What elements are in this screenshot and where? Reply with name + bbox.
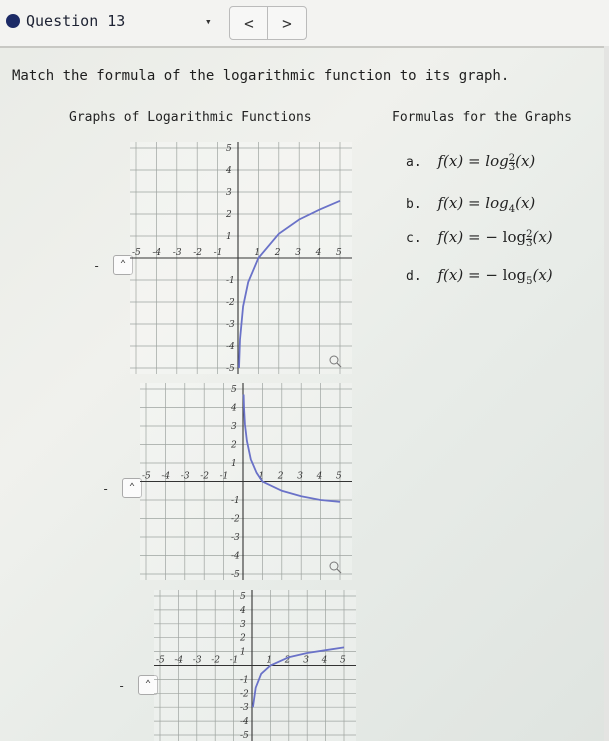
formula-arg: (x)	[532, 266, 553, 284]
y-tick-label: 4	[226, 166, 232, 176]
x-tick-label: 1	[254, 248, 261, 258]
x-tick-label: -1	[213, 248, 223, 258]
x-tick-label: 1	[266, 655, 273, 666]
formula-a	[406, 152, 535, 172]
x-tick-label: 2	[277, 471, 284, 482]
y-tick-label: 3	[231, 422, 237, 432]
x-tick-label: 5	[336, 248, 342, 258]
y-tick-label: -5	[240, 731, 249, 741]
chevron-left-icon: <	[244, 13, 254, 33]
x-tick-label: -3	[192, 655, 202, 666]
select-arrows-icon[interactable]: ⌃	[122, 478, 142, 498]
graph-2	[140, 383, 352, 580]
y-tick-label: 1	[226, 232, 232, 242]
y-tick-label: 5	[231, 385, 237, 395]
y-tick-label: -2	[240, 689, 249, 700]
question-instruction: Match the formula of the logarithmic function to its graph.	[12, 68, 510, 84]
formula-base: 4	[508, 204, 516, 215]
y-tick-label: 5	[240, 592, 246, 602]
y-tick-label: -3	[240, 703, 249, 714]
formula-d	[406, 266, 553, 287]
y-tick-label: -2	[231, 514, 240, 525]
x-tick-label: 5	[340, 655, 346, 666]
y-tick-label: 2	[231, 440, 237, 451]
formula-arg: (x)	[532, 228, 553, 246]
graph-3	[154, 590, 356, 741]
formula-lhs: f(x) = log	[437, 194, 509, 212]
x-tick-label: 2	[284, 655, 291, 666]
y-tick-label: 4	[231, 403, 237, 414]
formula-lhs: f(x) =	[437, 228, 486, 246]
x-tick-label: 4	[321, 655, 328, 666]
select-arrows-icon[interactable]: ⌃	[138, 675, 158, 695]
answer-dash: -	[93, 259, 101, 273]
graph-1	[130, 142, 352, 374]
next-question-button[interactable]	[267, 6, 307, 40]
graphs-heading: Graphs of Logarithmic Functions	[69, 110, 312, 125]
formula-arg: (x)	[515, 152, 536, 170]
y-tick-label: -3	[231, 533, 240, 543]
formula-arg: (x)	[515, 194, 536, 212]
y-tick-label: 2	[240, 633, 246, 644]
chevron-right-icon: >	[282, 13, 292, 33]
x-tick-label: -5	[142, 471, 151, 482]
y-tick-label: -1	[226, 276, 235, 286]
question-header	[0, 0, 609, 48]
x-tick-label: -2	[211, 655, 220, 666]
formula-c	[406, 228, 553, 248]
y-tick-label: 5	[226, 144, 232, 154]
x-tick-label: -3	[172, 248, 182, 258]
formula-neg: − log	[485, 266, 527, 284]
y-tick-label: 4	[240, 605, 246, 616]
answer-dash: -	[102, 482, 110, 496]
formula-letter: b.	[406, 197, 422, 212]
formula-letter: a.	[406, 155, 422, 170]
graph-1-svg	[130, 142, 352, 374]
y-tick-label: -5	[226, 364, 235, 374]
select-arrows-icon[interactable]: ⌃	[113, 255, 133, 275]
scrollbar[interactable]	[604, 46, 609, 741]
x-tick-label: -5	[132, 248, 141, 258]
formula-b	[406, 194, 535, 215]
answer-dash: -	[118, 679, 126, 693]
y-tick-label: 1	[240, 647, 246, 658]
y-tick-label: 1	[231, 459, 237, 469]
x-tick-label: 2	[274, 248, 281, 258]
formula-letter: d.	[406, 269, 422, 284]
x-tick-label: 1	[258, 471, 265, 482]
y-tick-label: -3	[226, 320, 235, 330]
formula-base: $\frac{2}{3}$	[508, 153, 516, 173]
x-tick-label: -4	[161, 471, 171, 482]
y-tick-label: -4	[226, 342, 235, 352]
formula-lhs: f(x) =	[437, 266, 486, 284]
x-tick-label: 3	[295, 248, 301, 258]
y-tick-label: -4	[231, 551, 240, 562]
question-title: Question 13	[26, 12, 126, 30]
y-tick-label: 2	[226, 210, 232, 220]
graph-2-svg	[140, 383, 352, 580]
y-tick-label: -4	[240, 717, 249, 728]
x-tick-label: 5	[336, 471, 342, 482]
formula-lhs: f(x) = log	[437, 152, 509, 170]
x-tick-label: -5	[156, 655, 165, 666]
previous-question-button[interactable]	[229, 6, 269, 40]
formula-base: 5	[526, 276, 533, 287]
x-tick-label: -2	[193, 248, 202, 258]
formula-letter: c.	[406, 231, 422, 246]
status-dot-icon	[6, 14, 20, 28]
x-tick-label: -1	[229, 655, 239, 666]
formula-neg: − log	[485, 228, 527, 246]
y-tick-label: 3	[240, 619, 246, 630]
x-tick-label: -3	[180, 471, 190, 482]
x-tick-label: -4	[174, 655, 184, 666]
answer-select-2[interactable]	[102, 478, 142, 498]
formulas-heading: Formulas for the Graphs	[392, 110, 573, 125]
y-tick-label: -1	[231, 496, 240, 506]
y-tick-label: -1	[240, 675, 249, 686]
x-tick-label: -2	[200, 471, 209, 482]
x-tick-label: 4	[315, 248, 322, 258]
formula-base: $\frac{2}{3}$	[526, 229, 533, 249]
graph-3-svg	[154, 590, 356, 741]
x-tick-label: -4	[152, 248, 162, 258]
y-tick-label: -2	[226, 298, 235, 308]
x-tick-label: 3	[297, 471, 303, 482]
question-dropdown-icon[interactable]: ▾	[205, 15, 212, 28]
x-tick-label: -1	[219, 471, 229, 482]
x-tick-label: 4	[316, 471, 323, 482]
y-tick-label: 3	[226, 188, 232, 198]
y-tick-label: -5	[231, 570, 240, 580]
x-tick-label: 3	[303, 655, 309, 666]
